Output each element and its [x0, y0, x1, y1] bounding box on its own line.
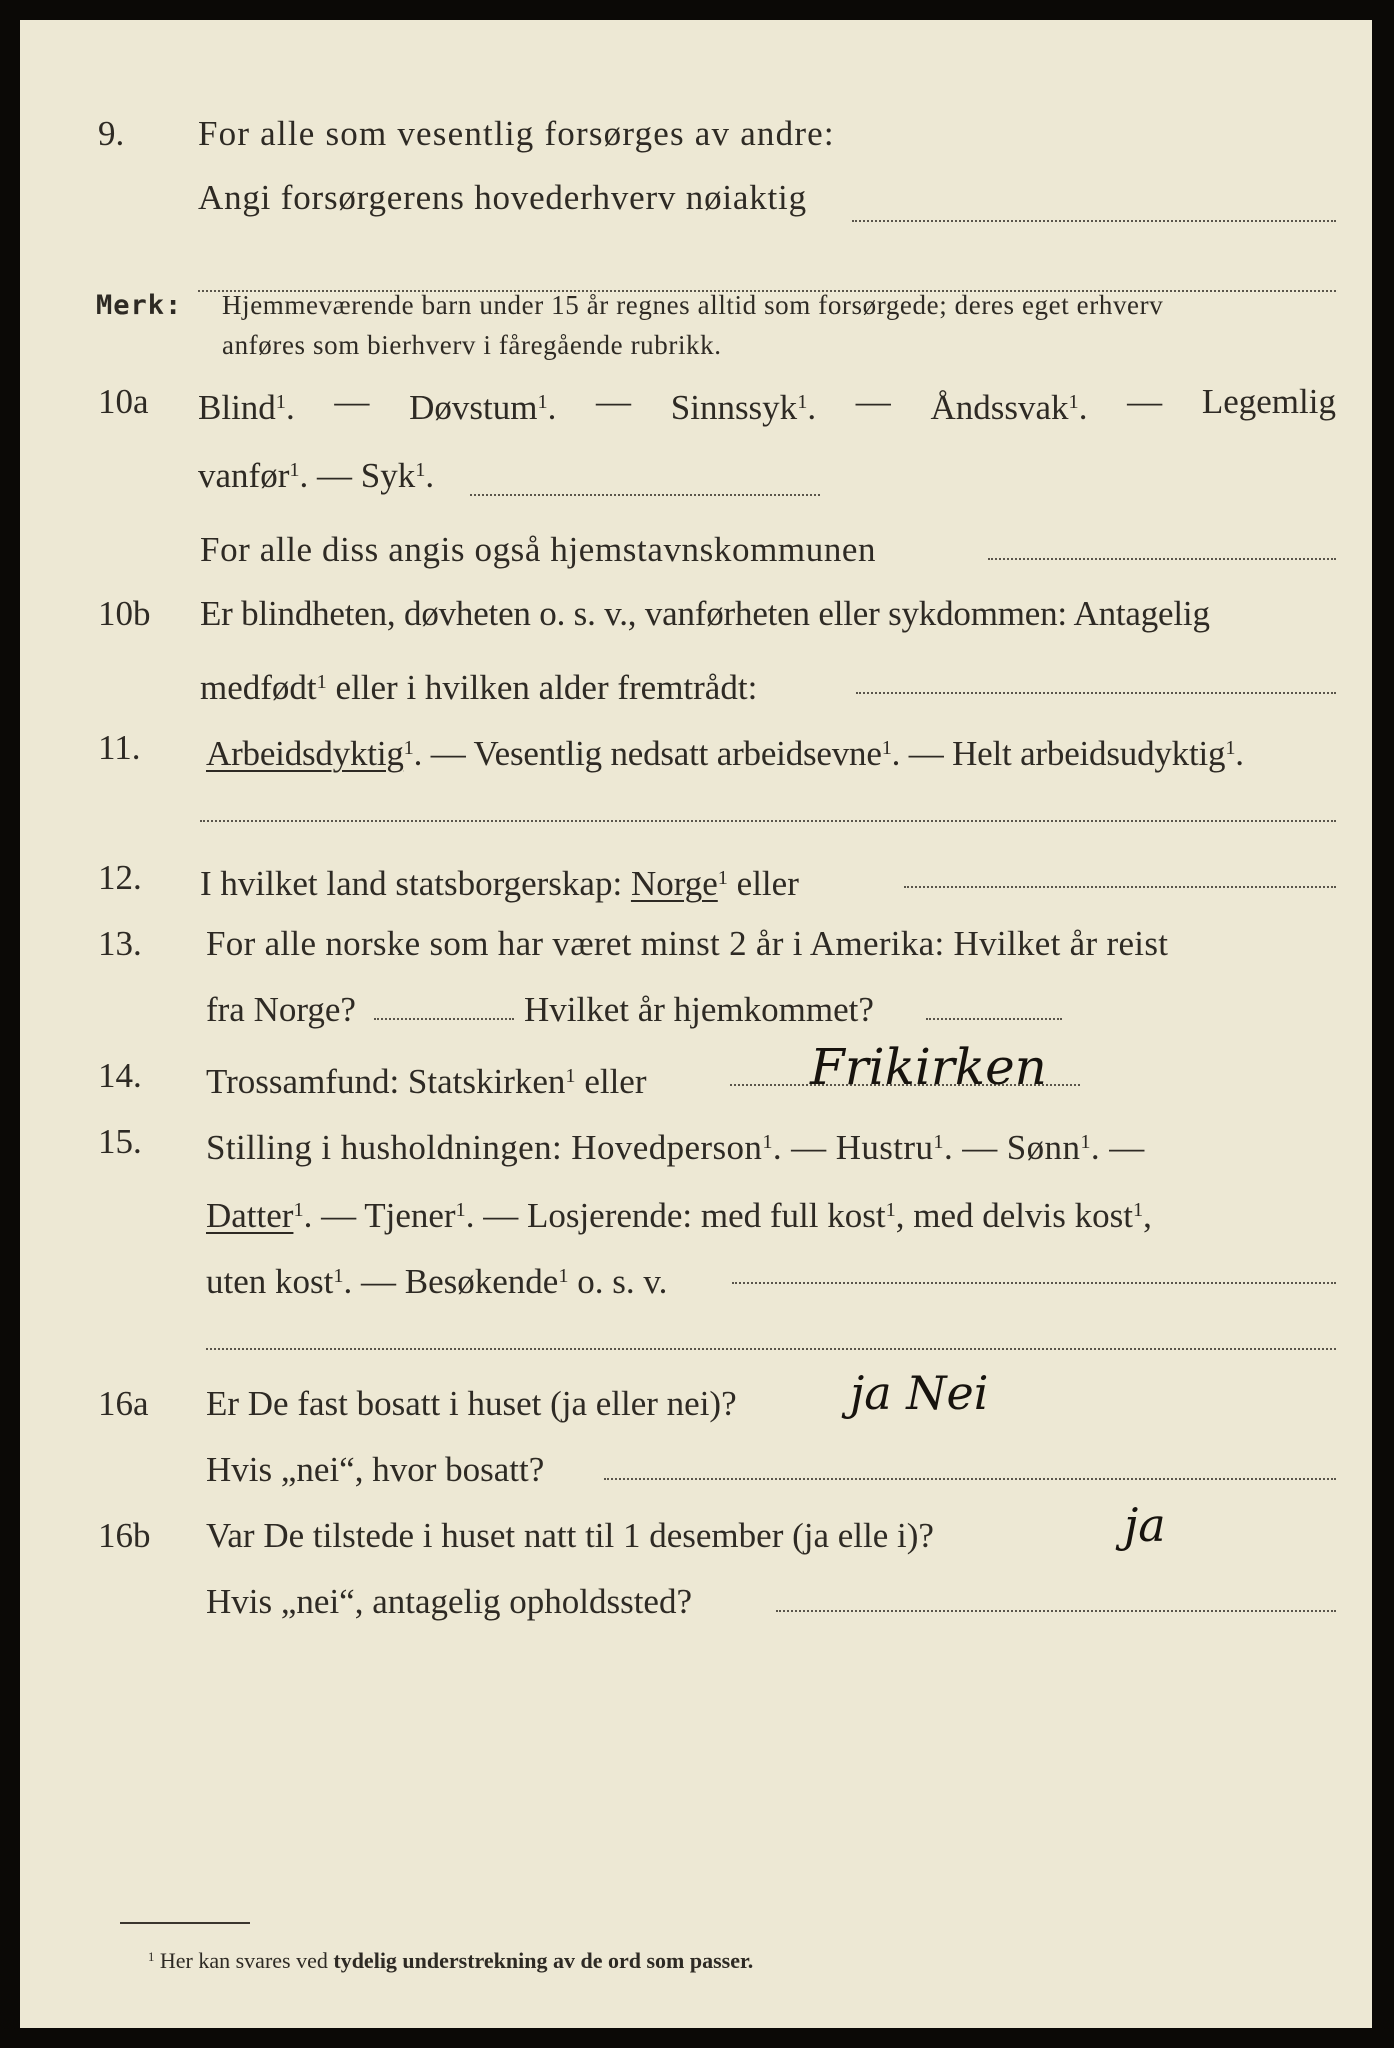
option-sinnssyk: Sinnssyk [670, 388, 798, 428]
q14-line: Trossamfund: Statskirken$^1$ eller [206, 1062, 647, 1102]
q14-handwritten-answer: Frikirken [810, 1038, 1047, 1096]
q15-line3: uten kost$^1$. — Besøkende$^1$ o. s. v. [206, 1262, 668, 1302]
option-datter-underlined: Datter [206, 1196, 294, 1236]
q12-line: I hvilket land statsborgerskap: Norge$^1$ eller [200, 864, 799, 904]
q13-number: 13. [98, 924, 142, 963]
q10a-home-line [988, 558, 1336, 560]
option-syk: Syk [360, 456, 416, 496]
q16b-line1: Var De tilstede i huset natt til 1 desember (ja elle i)? [206, 1516, 934, 1555]
option-arbeidsdyktig-underlined: Arbeidsdyktig [206, 734, 404, 774]
option-norge-underlined: Norge [630, 864, 718, 904]
q10a-line2: vanfør$^1$. — Syk$^1$. [198, 456, 435, 496]
footnote-rule [120, 1922, 250, 1924]
q16a-number: 16a [98, 1384, 149, 1423]
option-blind: Blind [198, 388, 276, 428]
q10b-answer-line [856, 692, 1336, 694]
q10a-line3: For alle diss angis også hjemstavnskommunen [200, 530, 877, 569]
q13-line2a: fra Norge? [206, 990, 356, 1029]
q10b-line2: medfødt$^1$ eller i hvilken alder fremtrådt: [200, 668, 758, 708]
q13-reist-line [374, 1018, 514, 1020]
q10a-answer-line [470, 494, 820, 496]
q9-answer-line [852, 220, 1336, 222]
q10b-number: 10b [98, 594, 151, 633]
option-dovstum: Døvstum [409, 388, 538, 428]
q16b-handwritten-answer: ja [1124, 1498, 1166, 1552]
q16a-line2: Hvis „nei“, hvor bosatt? [206, 1450, 545, 1489]
option-andssvak: Åndssvak [930, 388, 1069, 428]
q16b-number: 16b [98, 1516, 151, 1555]
q9-line2: Angi forsørgerens hovederhverv nøiaktig [198, 178, 807, 217]
q15-number: 15. [98, 1122, 142, 1161]
footnote: $^1$ Her kan svares ved tydelig understrekning av de ord som passer. [148, 1948, 754, 1973]
q12-number: 12. [98, 858, 142, 897]
q15-extra-line [206, 1348, 1336, 1350]
option-legemlig: Legemlig [1201, 382, 1336, 421]
q10b-line1: Er blindheten, døvheten o. s. v., vanførheten eller sykdommen: Antagelig [200, 594, 1210, 633]
q11-number: 11. [98, 728, 141, 767]
merk-line1: Hjemmeværende barn under 15 år regnes alltid som forsørgede; deres eget erhverv [222, 290, 1164, 320]
q12-answer-line [904, 886, 1336, 888]
q16b-answer-line [776, 1610, 1336, 1612]
q15-answer-line [732, 1282, 1336, 1284]
q13-hjemkommet-line [926, 1018, 1062, 1020]
q16b-line2: Hvis „nei“, antagelig opholdssted? [206, 1582, 692, 1621]
q16a-answer-line [604, 1478, 1336, 1480]
q16a-handwritten-answer: ja Nei [850, 1366, 989, 1420]
merk-line2: anføres som bierhverv i fåregående rubrikk. [222, 330, 722, 360]
q13-line1: For alle norske som har været minst 2 år i Amerika: Hvilket år reist [206, 924, 1169, 963]
census-form-page [20, 20, 1372, 2028]
q15-line2: Datter$^1$. — Tjener$^1$. — Losjerende: med full kost$^1$, med delvis kost$^1$, [206, 1196, 1152, 1236]
q13-line2b: Hvilket år hjemkommet? [524, 990, 874, 1029]
q16a-line1: Er De fast bosatt i huset (ja eller nei)? [206, 1384, 737, 1423]
q11-line: Arbeidsdyktig$^1$. — Vesentlig nedsatt arbeidsevne$^1$. — Helt arbeidsudyktig$^1$. [206, 734, 1244, 774]
merk-label: Merk: [96, 290, 183, 321]
q15-line1: Stilling i husholdningen: Hovedperson$^1$. — Hustru$^1$. — Sønn$^1$. — [206, 1128, 1145, 1168]
q11-extra-line [200, 820, 1336, 822]
option-vanfor: vanfør [198, 456, 290, 496]
q10a-line1: Blind$^1$. — Døvstum$^1$. — Sinnssyk$^1$. — Åndssvak$^1$. — Legemlig [198, 382, 1336, 428]
q10a-number: 10a [98, 382, 149, 421]
q9-line1: For alle som vesentlig forsørges av andre: [198, 114, 835, 153]
q9-number: 9. [98, 114, 125, 153]
q14-number: 14. [98, 1056, 142, 1095]
